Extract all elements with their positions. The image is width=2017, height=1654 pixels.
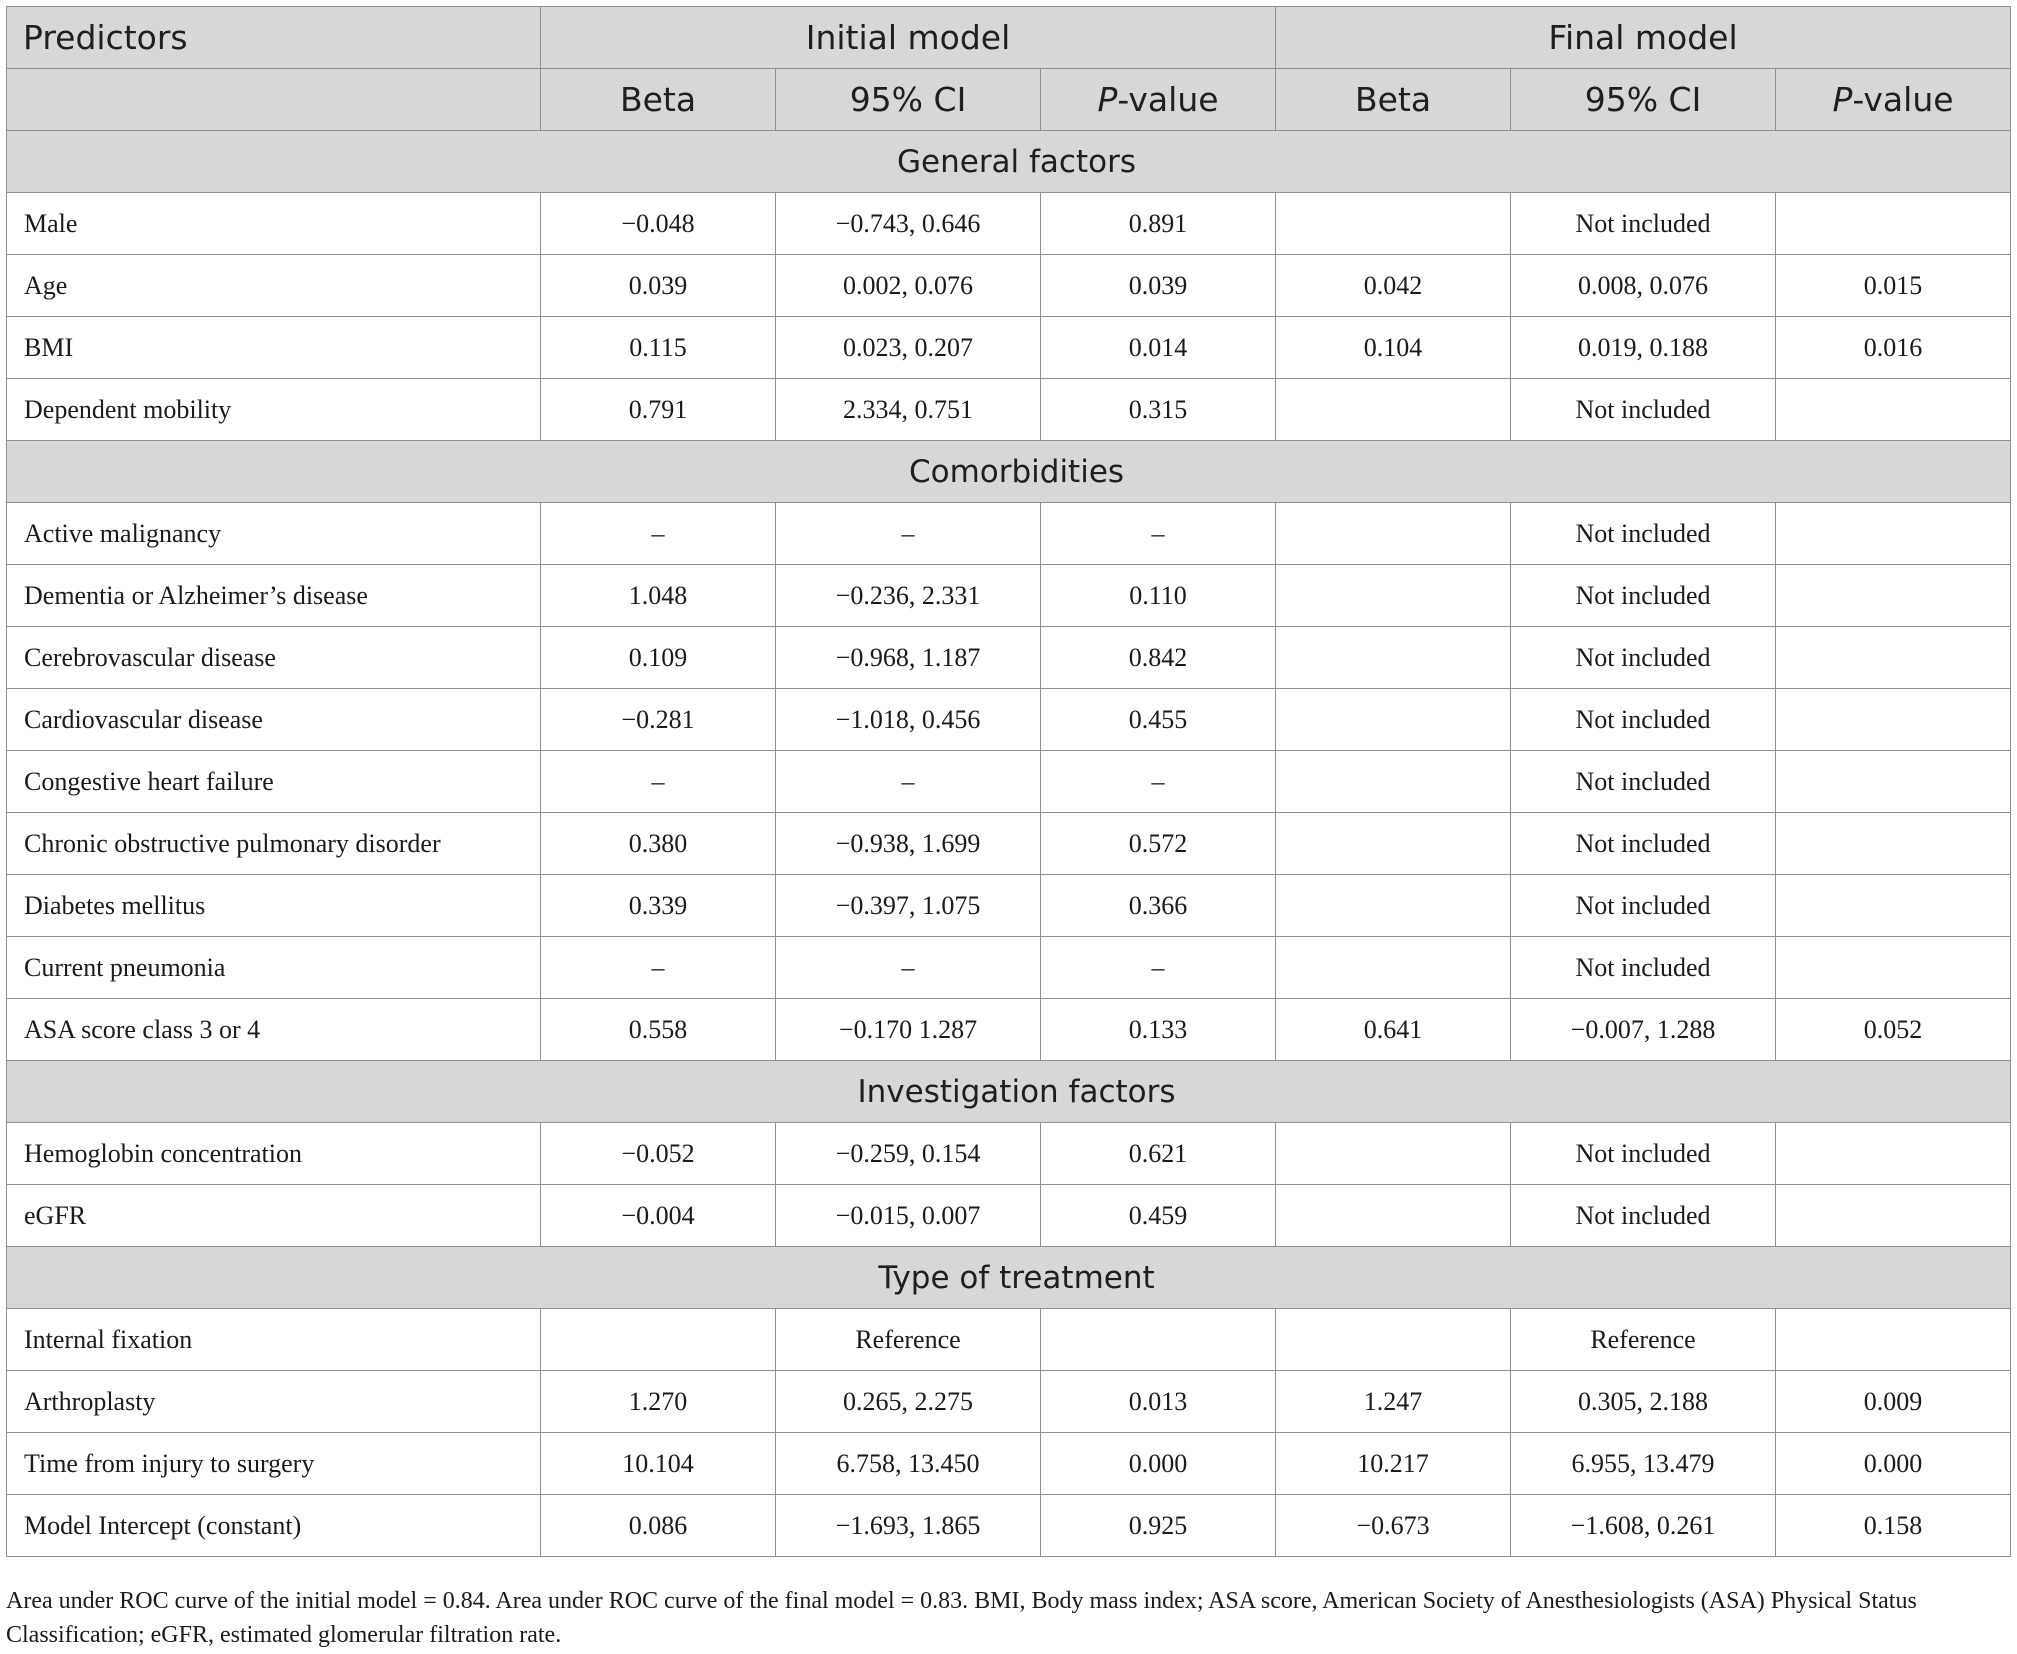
initial-ci-cell: – [776, 503, 1041, 565]
table-row [7, 317, 2011, 379]
initial-pvalue-cell: 0.366 [1041, 875, 1276, 937]
table-header [7, 7, 2011, 131]
initial-beta-cell: −0.048 [541, 193, 776, 255]
final-pvalue-cell: 0.000 [1776, 1433, 2011, 1495]
final-pvalue-cell [1776, 379, 2011, 441]
initial-beta-cell: 10.104 [541, 1433, 776, 1495]
final-beta-cell [1276, 875, 1511, 937]
final-beta-cell [1276, 937, 1511, 999]
final-pvalue-cell: 0.015 [1776, 255, 2011, 317]
final-pvalue-cell [1776, 1185, 2011, 1247]
row-label-cell: Dependent mobility [7, 379, 541, 441]
initial-pvalue-cell: 0.925 [1041, 1495, 1276, 1557]
initial-ci-cell: −0.743, 0.646 [776, 193, 1041, 255]
header-final-pvalue [1776, 69, 2011, 131]
table-row [7, 813, 2011, 875]
table-row [7, 1371, 2011, 1433]
section-row [7, 1061, 2011, 1123]
table-row [7, 627, 2011, 689]
initial-pvalue-cell: 0.133 [1041, 999, 1276, 1061]
initial-beta-cell: 1.048 [541, 565, 776, 627]
table-row [7, 565, 2011, 627]
final-ci-cell: Not included [1511, 751, 1776, 813]
initial-beta-cell: 0.109 [541, 627, 776, 689]
final-ci-cell: 0.305, 2.188 [1511, 1371, 1776, 1433]
initial-pvalue-cell: 0.459 [1041, 1185, 1276, 1247]
initial-ci-cell: 2.334, 0.751 [776, 379, 1041, 441]
row-label-cell: BMI [7, 317, 541, 379]
final-ci-cell: Not included [1511, 565, 1776, 627]
final-beta-cell [1276, 751, 1511, 813]
section-row [7, 441, 2011, 503]
row-label-cell: Congestive heart failure [7, 751, 541, 813]
final-pvalue-cell [1776, 875, 2011, 937]
final-beta-cell [1276, 193, 1511, 255]
row-label-cell: Cardiovascular disease [7, 689, 541, 751]
final-ci-cell: −0.007, 1.288 [1511, 999, 1776, 1061]
row-label-cell: Time from injury to surgery [7, 1433, 541, 1495]
final-beta-cell: 10.217 [1276, 1433, 1511, 1495]
initial-beta-cell: 0.558 [541, 999, 776, 1061]
initial-ci-cell: 0.265, 2.275 [776, 1371, 1041, 1433]
initial-ci-cell: −0.259, 0.154 [776, 1123, 1041, 1185]
header-final-beta: Beta [1276, 69, 1511, 131]
initial-beta-cell: 0.086 [541, 1495, 776, 1557]
header-blank [7, 69, 541, 131]
initial-pvalue-cell: 0.455 [1041, 689, 1276, 751]
initial-beta-cell: −0.004 [541, 1185, 776, 1247]
section-title: Comorbidities [7, 441, 2011, 503]
final-pvalue-cell [1776, 565, 2011, 627]
initial-pvalue-cell: 0.013 [1041, 1371, 1276, 1433]
row-label-cell: Diabetes mellitus [7, 875, 541, 937]
final-beta-cell: 0.042 [1276, 255, 1511, 317]
table-row [7, 999, 2011, 1061]
section-row [7, 131, 2011, 193]
initial-pvalue-cell: – [1041, 503, 1276, 565]
initial-beta-cell [541, 1309, 776, 1371]
initial-ci-cell: −0.397, 1.075 [776, 875, 1041, 937]
table-row [7, 1309, 2011, 1371]
section-title: General factors [7, 131, 2011, 193]
initial-pvalue-cell: – [1041, 937, 1276, 999]
row-label-cell: Current pneumonia [7, 937, 541, 999]
header-initial-ci: 95% CI [776, 69, 1041, 131]
final-pvalue-cell [1776, 193, 2011, 255]
final-pvalue-cell [1776, 813, 2011, 875]
final-ci-cell: Not included [1511, 937, 1776, 999]
initial-ci-cell: Reference [776, 1309, 1041, 1371]
table-row [7, 503, 2011, 565]
row-label-cell: Internal fixation [7, 1309, 541, 1371]
final-pvalue-cell [1776, 1123, 2011, 1185]
final-ci-cell: Not included [1511, 1123, 1776, 1185]
final-beta-cell [1276, 1309, 1511, 1371]
p-rest: -value [1852, 80, 1954, 119]
final-pvalue-cell: 0.009 [1776, 1371, 2011, 1433]
table-row [7, 937, 2011, 999]
table-row [7, 875, 2011, 937]
initial-ci-cell: 6.758, 13.450 [776, 1433, 1041, 1495]
final-ci-cell: −1.608, 0.261 [1511, 1495, 1776, 1557]
header-initial-model: Initial model [541, 7, 1276, 69]
table-row [7, 1123, 2011, 1185]
table-row [7, 379, 2011, 441]
initial-beta-cell: – [541, 937, 776, 999]
initial-pvalue-cell: 0.039 [1041, 255, 1276, 317]
final-ci-cell: Not included [1511, 689, 1776, 751]
final-ci-cell: Reference [1511, 1309, 1776, 1371]
final-pvalue-cell: 0.016 [1776, 317, 2011, 379]
initial-ci-cell: −1.018, 0.456 [776, 689, 1041, 751]
section-title: Type of treatment [7, 1247, 2011, 1309]
final-beta-cell: 0.641 [1276, 999, 1511, 1061]
final-ci-cell: Not included [1511, 813, 1776, 875]
initial-beta-cell: −0.052 [541, 1123, 776, 1185]
p-italic: P [1097, 80, 1118, 119]
row-label-cell: Cerebrovascular disease [7, 627, 541, 689]
final-ci-cell: 6.955, 13.479 [1511, 1433, 1776, 1495]
initial-ci-cell: −0.968, 1.187 [776, 627, 1041, 689]
header-initial-beta: Beta [541, 69, 776, 131]
initial-beta-cell: 0.339 [541, 875, 776, 937]
p-italic: P [1832, 80, 1853, 119]
row-label-cell: eGFR [7, 1185, 541, 1247]
final-pvalue-cell: 0.052 [1776, 999, 2011, 1061]
row-label-cell: Model Intercept (constant) [7, 1495, 541, 1557]
initial-pvalue-cell: 0.572 [1041, 813, 1276, 875]
table-body [7, 131, 2011, 1557]
initial-pvalue-cell: 0.315 [1041, 379, 1276, 441]
table-row [7, 1185, 2011, 1247]
final-beta-cell: 1.247 [1276, 1371, 1511, 1433]
initial-ci-cell: – [776, 751, 1041, 813]
row-label-cell: Male [7, 193, 541, 255]
header-row-groups [7, 7, 2011, 69]
row-label-cell: Arthroplasty [7, 1371, 541, 1433]
initial-ci-cell: −1.693, 1.865 [776, 1495, 1041, 1557]
final-beta-cell [1276, 1123, 1511, 1185]
row-label-cell: ASA score class 3 or 4 [7, 999, 541, 1061]
table-row [7, 751, 2011, 813]
final-beta-cell [1276, 689, 1511, 751]
final-beta-cell [1276, 565, 1511, 627]
initial-beta-cell: 1.270 [541, 1371, 776, 1433]
final-ci-cell: Not included [1511, 875, 1776, 937]
initial-pvalue-cell: 0.110 [1041, 565, 1276, 627]
section-row [7, 1247, 2011, 1309]
initial-ci-cell: – [776, 937, 1041, 999]
table-row [7, 689, 2011, 751]
p-rest: -value [1117, 80, 1219, 119]
final-ci-cell: Not included [1511, 193, 1776, 255]
header-row-columns [7, 69, 2011, 131]
initial-ci-cell: 0.002, 0.076 [776, 255, 1041, 317]
initial-beta-cell: 0.115 [541, 317, 776, 379]
initial-pvalue-cell: 0.014 [1041, 317, 1276, 379]
regression-table [6, 6, 2011, 1557]
initial-ci-cell: −0.170 1.287 [776, 999, 1041, 1061]
final-beta-cell [1276, 379, 1511, 441]
final-ci-cell: Not included [1511, 379, 1776, 441]
header-final-ci: 95% CI [1511, 69, 1776, 131]
final-pvalue-cell [1776, 689, 2011, 751]
section-title: Investigation factors [7, 1061, 2011, 1123]
initial-ci-cell: 0.023, 0.207 [776, 317, 1041, 379]
initial-pvalue-cell: 0.000 [1041, 1433, 1276, 1495]
row-label-cell: Dementia or Alzheimer’s disease [7, 565, 541, 627]
initial-ci-cell: −0.938, 1.699 [776, 813, 1041, 875]
initial-ci-cell: −0.236, 2.331 [776, 565, 1041, 627]
initial-beta-cell: 0.791 [541, 379, 776, 441]
final-ci-cell: 0.008, 0.076 [1511, 255, 1776, 317]
final-pvalue-cell [1776, 1309, 2011, 1371]
initial-beta-cell: −0.281 [541, 689, 776, 751]
final-ci-cell: Not included [1511, 1185, 1776, 1247]
initial-pvalue-cell: – [1041, 751, 1276, 813]
initial-pvalue-cell: 0.621 [1041, 1123, 1276, 1185]
results-table-container [6, 6, 2010, 1557]
final-pvalue-cell [1776, 937, 2011, 999]
table-footnote: Area under ROC curve of the initial model = 0.84. Area under ROC curve of the final model = 0.83. BMI, Body mass index; ASA score, American Society of Anesthesiologists (ASA) Physical Status Classification; eGFR, estimated glomerular filtration rate. [6, 1588, 1917, 1648]
row-label-cell: Hemoglobin concentration [7, 1123, 541, 1185]
row-label-cell: Chronic obstructive pulmonary disorder [7, 813, 541, 875]
final-beta-cell: −0.673 [1276, 1495, 1511, 1557]
final-beta-cell [1276, 813, 1511, 875]
table-row [7, 1495, 2011, 1557]
row-label-cell: Age [7, 255, 541, 317]
table-row [7, 255, 2011, 317]
final-ci-cell: Not included [1511, 503, 1776, 565]
initial-pvalue-cell [1041, 1309, 1276, 1371]
final-beta-cell [1276, 1185, 1511, 1247]
initial-ci-cell: −0.015, 0.007 [776, 1185, 1041, 1247]
table-row [7, 1433, 2011, 1495]
final-pvalue-cell [1776, 751, 2011, 813]
initial-beta-cell: 0.380 [541, 813, 776, 875]
final-beta-cell [1276, 627, 1511, 689]
final-pvalue-cell [1776, 503, 2011, 565]
final-pvalue-cell: 0.158 [1776, 1495, 2011, 1557]
table-row [7, 193, 2011, 255]
final-beta-cell: 0.104 [1276, 317, 1511, 379]
header-predictors: Predictors [7, 7, 541, 69]
initial-pvalue-cell: 0.842 [1041, 627, 1276, 689]
final-pvalue-cell [1776, 627, 2011, 689]
initial-beta-cell: – [541, 503, 776, 565]
initial-beta-cell: – [541, 751, 776, 813]
final-ci-cell: 0.019, 0.188 [1511, 317, 1776, 379]
final-beta-cell [1276, 503, 1511, 565]
header-initial-pvalue [1041, 69, 1276, 131]
initial-beta-cell: 0.039 [541, 255, 776, 317]
final-ci-cell: Not included [1511, 627, 1776, 689]
initial-pvalue-cell: 0.891 [1041, 193, 1276, 255]
header-final-model: Final model [1276, 7, 2011, 69]
row-label-cell: Active malignancy [7, 503, 541, 565]
